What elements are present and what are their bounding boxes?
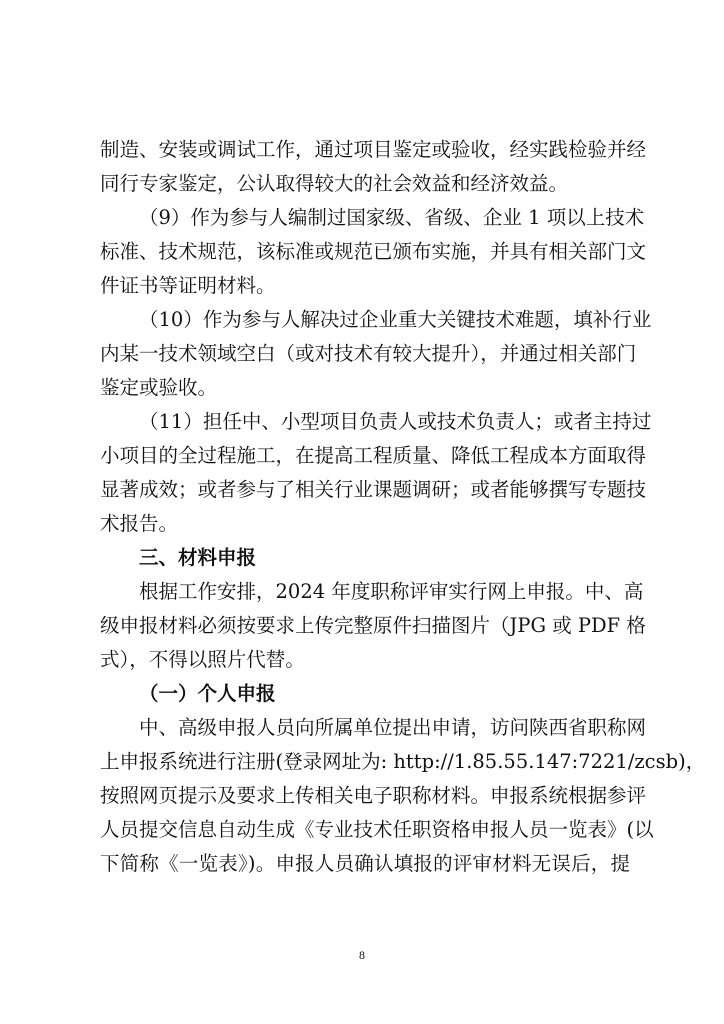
body-line: 同行专家鉴定，公认取得较大的社会效益和经济效益。 [100, 172, 569, 195]
list-item-10: （10）作为参与人解决过企业重大关键技术难题，填补行业 [139, 308, 652, 331]
body-line: 中、高级申报人员向所属单位提出申请，访问陕西省职称网 [139, 716, 647, 739]
body-line: 小项目的全过程施工，在提高工程质量、降低工程成本方面取得 [100, 444, 647, 467]
body-line: 内某一技术领域空白（或对技术有较大提升），并通过相关部门 [100, 342, 637, 365]
body-line: 按照网页提示及要求上传相关电子职称材料。申报系统根据参评 [100, 784, 647, 807]
body-line: 下简称《一览表》)。申报人员确认填报的评审材料无误后，提 [100, 852, 630, 875]
body-line: 级申报材料必须按要求上传完整原件扫描图片（JPG 或 PDF 格 [100, 614, 646, 637]
body-line: 根据工作安排，2024 年度职称评审实行网上申报。中、高 [139, 580, 644, 603]
list-item-11: （11）担任中、小型项目负责人或技术负责人；或者主持过 [139, 410, 652, 433]
page-number: 8 [359, 948, 365, 962]
subsection-heading: （一）个人申报 [139, 682, 276, 705]
body-line: 术报告。 [100, 512, 179, 535]
body-line: 式），不得以照片代替。 [100, 648, 305, 671]
section-heading: 三、材料申报 [139, 546, 257, 569]
body-line: 显著成效；或者参与了相关行业课题调研；或者能够撰写专题技 [100, 478, 647, 501]
body-line: 人员提交信息自动生成《专业技术任职资格申报人员一览表》(以 [100, 818, 654, 841]
body-line: 上申报系统进行注册(登录网址为: http://1.85.55.147:7221/zcsb)， [100, 750, 706, 773]
list-item-9: （9）作为参与人编制过国家级、省级、企业 1 项以上技术 [139, 206, 645, 229]
body-line: 制造、安装或调试工作，通过项目鉴定或验收，经实践检验并经 [100, 138, 647, 161]
body-line: 标准、技术规范，该标准或规范已颁布实施，并具有相关部门文 [100, 240, 647, 263]
body-line: 鉴定或验收。 [100, 376, 218, 399]
body-line: 件证书等证明材料。 [100, 274, 276, 297]
